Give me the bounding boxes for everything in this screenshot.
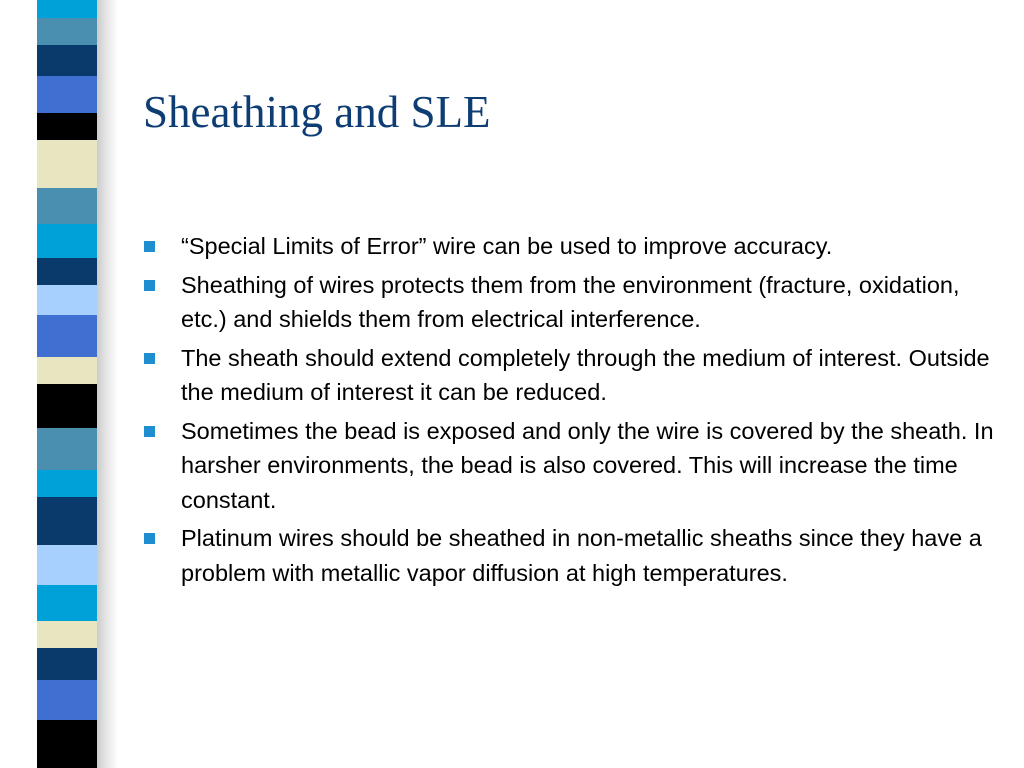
strip-tile	[37, 470, 97, 497]
bullet-item	[143, 414, 1003, 518]
strip-tile	[37, 648, 97, 680]
strip-tile	[37, 45, 97, 76]
strip-shadow	[96, 0, 118, 768]
bullet-item	[143, 521, 1003, 590]
square-bullet-icon	[144, 241, 155, 252]
strip-tile	[37, 0, 97, 18]
square-bullet-icon	[144, 533, 155, 544]
strip-tile	[37, 357, 97, 384]
square-bullet-icon	[144, 280, 155, 291]
strip-tile	[37, 585, 97, 621]
strip-tile	[37, 188, 97, 224]
bullet-text: Sheathing of wires protects them from the environment (fracture, oxidation, etc.) and shields them from electrical interference.	[181, 271, 960, 332]
strip-tile	[37, 680, 97, 720]
strip-tile	[37, 384, 97, 428]
strip-tile	[37, 258, 97, 285]
strip-tile	[37, 621, 97, 648]
strip-tile	[37, 140, 97, 188]
strip-tile	[37, 113, 97, 140]
bullet-list	[143, 229, 1003, 594]
strip-tile	[37, 720, 97, 768]
strip-tile	[37, 224, 97, 258]
strip-tile	[37, 315, 97, 357]
bullet-item	[143, 268, 1003, 337]
strip-tile	[37, 18, 97, 45]
strip-tile	[37, 545, 97, 585]
bullet-text: Platinum wires should be sheathed in non-metallic sheaths since they have a problem with metallic vapor diffusion at high temperatures.	[181, 525, 982, 586]
square-bullet-icon	[144, 353, 155, 364]
decorative-color-strip	[37, 0, 97, 768]
bullet-item	[143, 341, 1003, 410]
strip-tile	[37, 428, 97, 470]
bullet-text: Sometimes the bead is exposed and only the wire is covered by the sheath. In harsher environments, the bead is also covered. This will increase the time constant.	[181, 417, 994, 513]
strip-tile	[37, 285, 97, 315]
strip-tile	[37, 76, 97, 113]
bullet-text: The sheath should extend completely through the medium of interest. Outside the medium of interest it can be reduced.	[181, 344, 990, 405]
bullet-item	[143, 229, 1003, 264]
strip-tile	[37, 497, 97, 545]
square-bullet-icon	[144, 426, 155, 437]
slide-title: Sheathing and SLE	[143, 87, 491, 137]
bullet-text: “Special Limits of Error” wire can be used to improve accuracy.	[181, 233, 833, 259]
